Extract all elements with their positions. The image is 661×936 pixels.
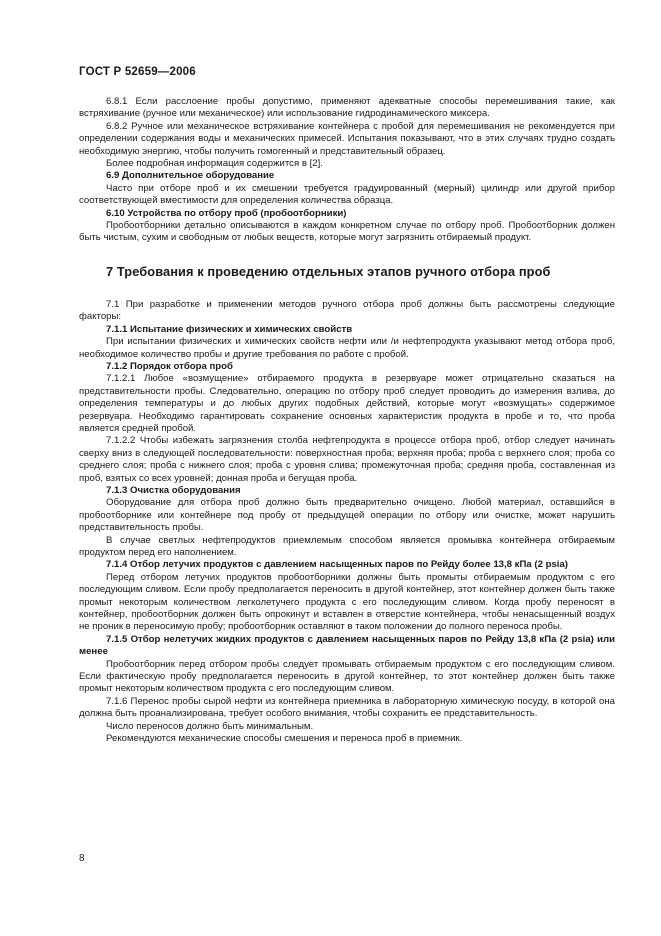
paragraph-7-1: 7.1 При разработке и применении методов ручного отбора проб должны быть рассмотрены следующие факторы:: [79, 298, 615, 323]
paragraph-7-1-2-2: 7.1.2.2 Чтобы избежать загрязнения столба нефтепродукта в процессе отбора проб, отбор следует начинать сверху вниз в следующей последовательности: поверхностная проба; верхняя проба; проба с верхнего слоя; проба со среднего слоя; проба с нижнего слоя; проба с уровня слива; промежуточная проба; средняя проба, составленная из проб, взятых со всех уровней; донная проба и бегущая проба.: [79, 435, 615, 484]
subheading-7-1-1: 7.1.1 Испытание физических и химических свойств: [106, 323, 353, 335]
subheading-6-9: 6.9 Дополнительное оборудование: [106, 170, 275, 182]
subheading-7-1-5: 7.1.5 Отбор нелетучих жидких продуктов с давлением насыщенных паров по Рейду 13,8 кПа (2 psia) или менее: [79, 633, 615, 658]
section-heading-7: 7 Требования к проведению отдельных этапов ручного отбора проб: [106, 263, 551, 279]
paragraph-7-1-4: Перед отбором летучих продуктов пробоотборники должны быть промыты отбираемым продуктом с его последующим сливом. Если пробу предполагается переносить в другой контейнер, этот контейнер должен быть также промыт некоторым количеством легколетучего продукта с его последующим сливом. Когда пробу переносят в контейнер, пробоотборник должен быть опрокинут и вставлен в отверстие контейнера, чтобы ненасыщенный воздух не проник в переносимую пробу; пробоотборник оставляют в таком положении до полного переноса пробы.: [79, 571, 615, 633]
paragraph-6-9: Часто при отборе проб и их смешении требуется градуированный (мерный) цилиндр или другой прибор соответствующей вместимости для определения количества образца.: [79, 182, 615, 207]
page-header-standard-code: ГОСТ Р 52659—2006: [79, 66, 196, 78]
subheading-6-10: 6.10 Устройства по отбору проб (пробоотборники): [106, 207, 347, 219]
paragraph-7-1-3-b: В случае светлых нефтепродуктов приемлемым способом является промывка контейнера отбираемым продуктом перед его наполнением.: [79, 534, 615, 558]
subheading-7-1-2: 7.1.2 Порядок отбора проб: [106, 360, 233, 372]
paragraph-7-1-5: Пробоотборник перед отбором пробы следует промывать отбираемым продуктом с его последующим сливом. Если фактическую пробу предполагается переносить в другой контейнер, то этот контейнер должен быть также промыт некоторым количеством продукта с его последующим сливом.: [79, 658, 615, 695]
paragraph-7-1-6: 7.1.6 Перенос пробы сырой нефти из контейнера приемника в лабораторную химическую посуду, в которой она должна быть проанализирована, требует особого внимания, чтобы сохранить ее представительность.: [79, 695, 615, 720]
subheading-7-1-4: 7.1.4 Отбор летучих продуктов с давлением насыщенных паров по Рейду более 13,8 кПа (2 psia): [106, 559, 568, 571]
paragraph-6-8-1: 6.8.1 Если расслоение пробы допустимо, применяют адекватные способы перемешивания такие, как встряхивание (ручное или механическое) или использование гидродинамического миксера.: [79, 96, 615, 120]
page-number: 8: [79, 853, 85, 864]
paragraph-recommendation: Рекомендуются механические способы смешения и переноса проб в приемник.: [106, 733, 463, 745]
paragraph-6-8-2: 6.8.2 Ручное или механическое встряхивание контейнера с пробой для перемешивания не рекомендуется при определении содержания воды и механических примесей. Испытания показывают, что в этих случаях трудно создать необходимую энергию, чтобы получить гомогенный и представительный образец.: [79, 120, 615, 157]
subheading-7-1-3: 7.1.3 Очистка оборудования: [106, 484, 241, 496]
document-body: [79, 96, 615, 746]
paragraph-6-10: Пробоотборники детально описываются в каждом конкретном случае по отбору проб. Пробоотборник должен быть чистым, сухим и свободным от любых веществ, которые могут загрязнить отбираемый продукт.: [79, 220, 615, 244]
paragraph-7-1-2-1: 7.1.2.1 Любое «возмущение» отбираемого продукта в резервуаре может отрицательно сказаться на представительности пробы. Следовательно, операцию по отбору проб следует проводить до измерения взлива, до определения температуры и до любых других подобных действий, которые могут «возмущать» содержимое резервуара. Необходимо гарантировать сохранение основных характеристик продукта в пробе и то, что проба является средней пробой.: [79, 373, 615, 434]
paragraph-7-1-1: При испытании физических и химических свойств нефти или /и нефтепродукта указывают метод отбора проб, необходимое количество пробы и другие требования по работе с пробой.: [79, 336, 615, 360]
paragraph-more-info: Более подробная информация содержится в [2].: [106, 158, 323, 170]
paragraph-7-1-3-a: Оборудование для отбора проб должно быть предварительно очищено. Любой материал, оставшийся в пробоотборнике или контейнере под пробу от предыдущей операции по отбору или очистке, может нарушить представительность пробы.: [79, 497, 615, 534]
paragraph-transfers: Число переносов должно быть минимальным.: [106, 720, 314, 732]
